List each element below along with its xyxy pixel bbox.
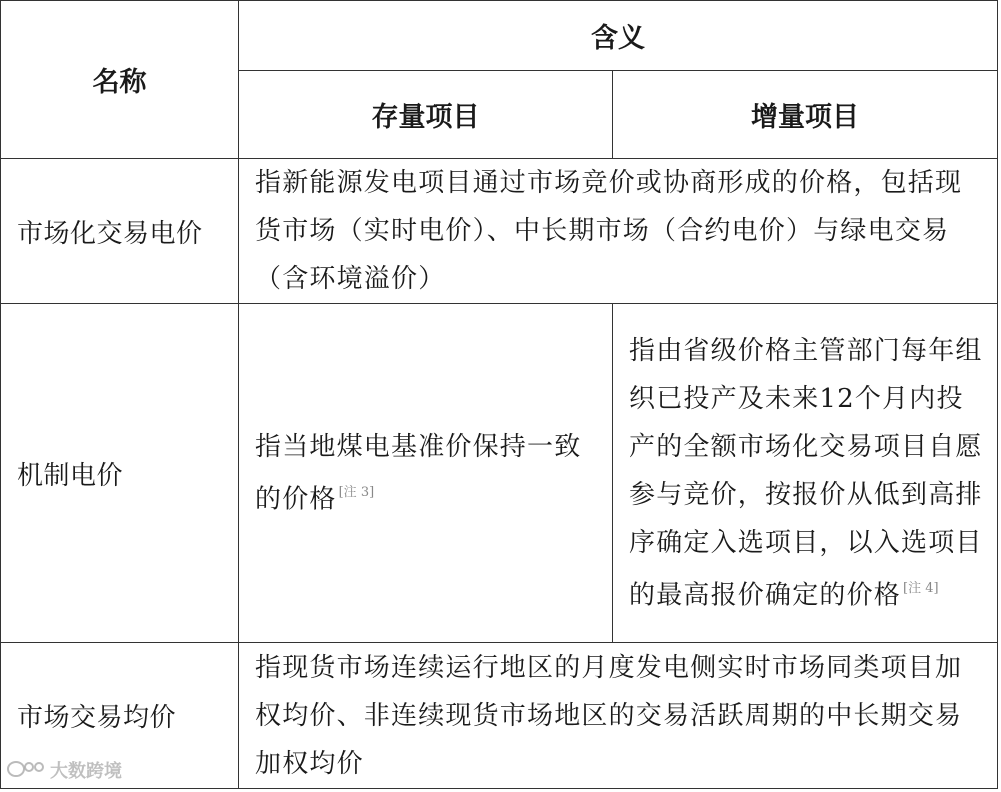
header-meaning-cell bbox=[239, 1, 998, 71]
chat-bubble-logo-icon bbox=[6, 758, 46, 782]
row-name-cell bbox=[1, 304, 239, 643]
row-merged-cell bbox=[239, 643, 998, 789]
row-increment-cell bbox=[613, 304, 998, 643]
row-merged-text: 指现货市场连续运行地区的月度发电侧实时市场同类项目加权均价、非连续现货市场地区的交易活跃周期的中长期交易加权均价 bbox=[255, 652, 963, 779]
header-increment: 增量项目 bbox=[751, 102, 859, 133]
row-merged-text: 指新能源发电项目通过市场竞价或协商形成的价格，包括现货市场（实时电价）、中长期市场（合约电价）与绿电交易（含环境溢价） bbox=[255, 168, 963, 294]
row-increment-text: 指由省级价格主管部门每年组织已投产及未来12个月内投产的全额市场化交易项目自愿参与竞价，按报价从低到高排序确定入选项目，以入选项目的最高报价确定的价格 bbox=[629, 335, 983, 611]
row-name-cell bbox=[1, 159, 239, 304]
table-row bbox=[1, 643, 998, 789]
row-stock-cell bbox=[239, 304, 613, 643]
table-row bbox=[1, 159, 998, 304]
row-stock-text: 指当地煤电基准价保持一致的价格 bbox=[255, 431, 582, 515]
row-name: 机制电价 bbox=[17, 460, 124, 491]
header-meaning: 含义 bbox=[591, 23, 645, 54]
row-name: 市场交易均价 bbox=[17, 703, 177, 733]
header-increment-cell bbox=[613, 71, 998, 159]
header-name: 名称 bbox=[92, 67, 147, 98]
row-merged-cell bbox=[239, 159, 998, 304]
header-name-cell bbox=[1, 1, 239, 159]
header-stock-cell bbox=[239, 71, 613, 159]
header-stock: 存量项目 bbox=[371, 102, 480, 133]
row-name: 市场化交易电价 bbox=[17, 218, 203, 249]
table-row bbox=[1, 304, 998, 643]
watermark-text: 大数跨境 bbox=[50, 761, 122, 782]
footnote-ref: [注 4] bbox=[903, 580, 939, 596]
watermark bbox=[6, 757, 122, 783]
footnote-ref: [注 3] bbox=[338, 484, 375, 500]
